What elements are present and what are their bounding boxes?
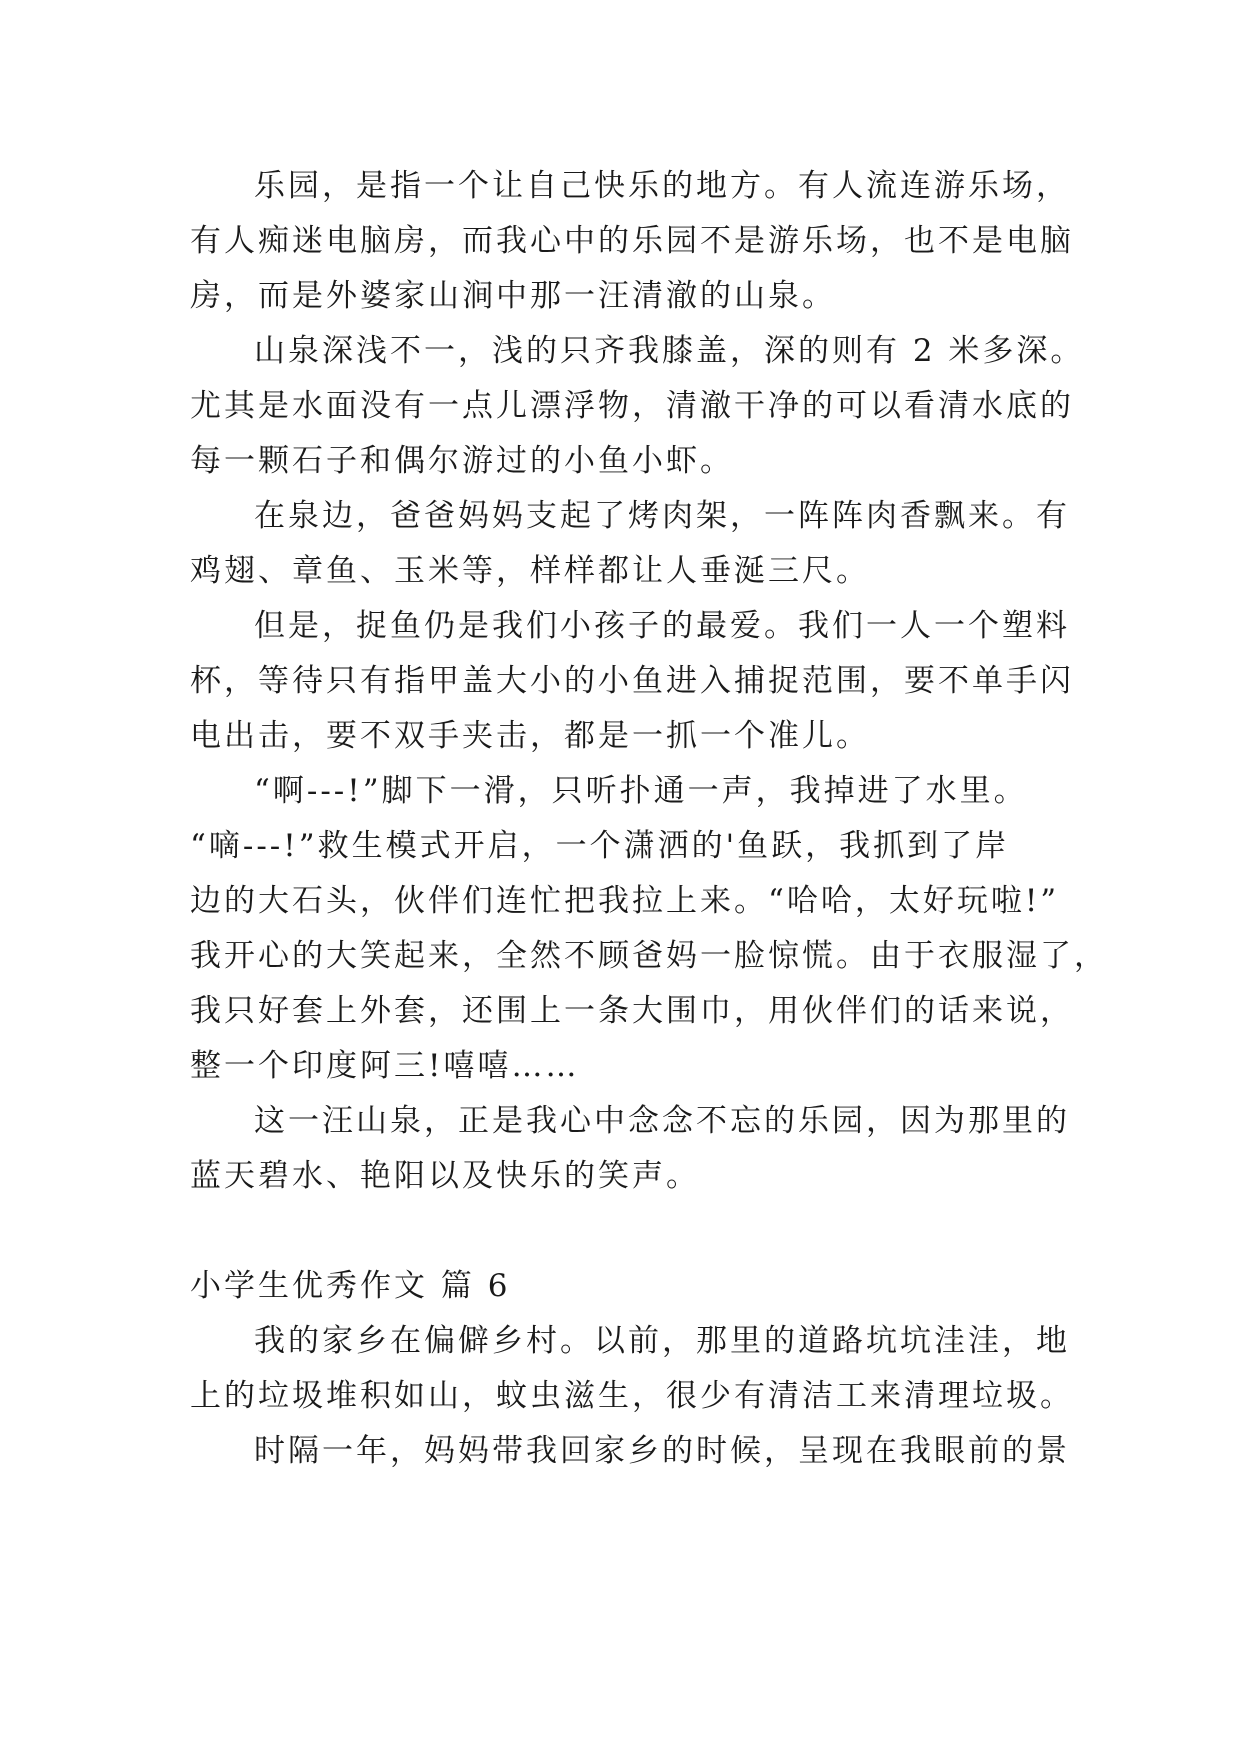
section-title: 小学生优秀作文 篇 6 (190, 1268, 511, 1304)
text-line: 我只好套上外套，还围上一条大围巾，用伙伴们的话来说， (190, 993, 1074, 1029)
text-line: 边的大石头，伙伴们连忙把我拉上来。“哈哈，太好玩啦!” (190, 883, 1060, 919)
text-line: 我的家乡在偏僻乡村。以前，那里的道路坑坑洼洼，地 (254, 1323, 1070, 1359)
text-line: 有人痴迷电脑房，而我心中的乐园不是游乐场，也不是电脑 (190, 223, 1074, 259)
text-line: 时隔一年，妈妈带我回家乡的时候，呈现在我眼前的景 (254, 1433, 1070, 1469)
text-line: 每一颗石子和偶尔游过的小鱼小虾。 (190, 443, 734, 479)
text-line: 房，而是外婆家山涧中那一汪清澈的山泉。 (190, 278, 836, 314)
text-line: 山泉深浅不一，浅的只齐我膝盖，深的则有 2 米多深。 (254, 333, 1085, 369)
text-line: 蓝天碧水、艳阳以及快乐的笑声。 (190, 1158, 700, 1194)
text-line: 电出击，要不双手夹击，都是一抓一个准儿。 (190, 718, 870, 754)
text-line: 整一个印度阿三!嘻嘻…… (190, 1048, 580, 1084)
text-line: “嘀---!”救生模式开启，一个潇洒的'鱼跃，我抓到了岸 (190, 828, 1010, 864)
text-line: 我开心的大笑起来，全然不顾爸妈一脸惊慌。由于衣服湿了， (190, 938, 1108, 974)
text-line: 鸡翅、章鱼、玉米等，样样都让人垂涎三尺。 (190, 553, 870, 589)
text-line: 在泉边，爸爸妈妈支起了烤肉架，一阵阵肉香飘来。有 (254, 498, 1070, 534)
text-line: 杯，等待只有指甲盖大小的小鱼进入捕捉范围，要不单手闪 (190, 663, 1074, 699)
text-line: 上的垃圾堆积如山，蚊虫滋生，很少有清洁工来清理垃圾。 (190, 1378, 1074, 1414)
text-line: “啊---!”脚下一滑，只听扑通一声，我掉进了水里。 (254, 773, 1028, 809)
text-line: 尤其是水面没有一点儿漂浮物，清澈干净的可以看清水底的 (190, 388, 1074, 424)
text-line: 但是，捉鱼仍是我们小孩子的最爱。我们一人一个塑料 (254, 608, 1070, 644)
text-line: 这一汪山泉，正是我心中念念不忘的乐园，因为那里的 (254, 1103, 1070, 1139)
text-line: 乐园，是指一个让自己快乐的地方。有人流连游乐场， (254, 168, 1070, 204)
